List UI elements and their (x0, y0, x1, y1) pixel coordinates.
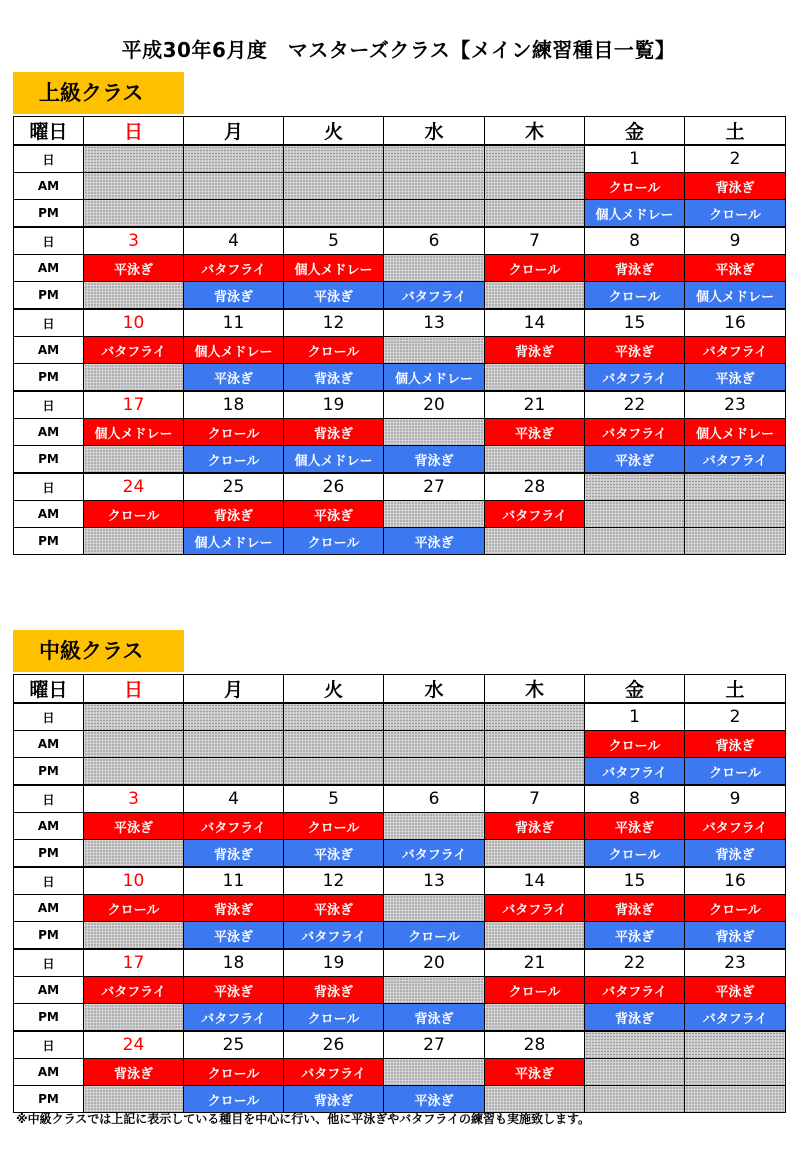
am-event-cell: クロール (184, 419, 284, 446)
week-am-row (14, 337, 786, 364)
pm-event-cell: 個人メドレー (685, 282, 786, 310)
am-event-cell (384, 173, 485, 200)
pm-event-cell: 個人メドレー (284, 446, 384, 474)
date-cell: 16 (685, 867, 786, 895)
pm-event-cell: 平泳ぎ (184, 922, 284, 950)
am-event-cell: 平泳ぎ (84, 255, 184, 282)
pm-event-cell: クロール (184, 446, 284, 474)
pm-event-cell (84, 922, 184, 950)
date-cell: 17 (84, 949, 184, 977)
section-tab-intermediate: 中級クラス (13, 630, 184, 672)
row-label: PM (14, 200, 84, 228)
week-am-row (14, 255, 786, 282)
week-am-row (14, 731, 786, 758)
am-event-cell: バタフライ (685, 337, 786, 364)
am-event-cell: クロール (485, 977, 585, 1004)
am-event-cell: バタフライ (284, 1059, 384, 1086)
am-event-cell: バタフライ (585, 977, 685, 1004)
date-cell: 14 (485, 309, 585, 337)
date-cell: 6 (384, 785, 485, 813)
date-cell: 24 (84, 473, 184, 501)
pm-event-cell: バタフライ (585, 758, 685, 786)
pm-event-cell: 背泳ぎ (184, 840, 284, 868)
am-event-cell: バタフライ (485, 501, 585, 528)
am-event-cell: 平泳ぎ (485, 1059, 585, 1086)
date-cell (685, 1031, 786, 1059)
pm-event-cell (485, 200, 585, 228)
am-event-cell (184, 731, 284, 758)
week-pm-row (14, 446, 786, 474)
date-cell (84, 145, 184, 173)
week-pm-row (14, 840, 786, 868)
am-event-cell: バタフライ (585, 419, 685, 446)
pm-event-cell: クロール (685, 200, 786, 228)
pm-event-cell: バタフライ (685, 446, 786, 474)
weekday-header-label: 曜日 (14, 675, 84, 704)
am-event-cell: 個人メドレー (284, 255, 384, 282)
row-label: AM (14, 173, 84, 200)
am-event-cell (384, 337, 485, 364)
pm-event-cell (284, 758, 384, 786)
week-dates-row (14, 473, 786, 501)
date-cell (284, 703, 384, 731)
date-cell: 9 (685, 785, 786, 813)
schedule-table-intermediate (13, 674, 786, 1113)
week-pm-row (14, 282, 786, 310)
date-cell: 1 (585, 145, 685, 173)
pm-event-cell: バタフライ (284, 922, 384, 950)
date-cell (384, 703, 485, 731)
date-cell: 8 (585, 785, 685, 813)
am-event-cell: バタフライ (685, 813, 786, 840)
row-label: PM (14, 922, 84, 950)
row-label: AM (14, 813, 84, 840)
row-label: 日 (14, 473, 84, 501)
am-event-cell (384, 813, 485, 840)
am-event-cell: クロール (284, 337, 384, 364)
am-event-cell (685, 1059, 786, 1086)
am-event-cell: 背泳ぎ (685, 173, 786, 200)
pm-event-cell (84, 282, 184, 310)
weekday-header: 土 (685, 117, 786, 146)
pm-event-cell: 背泳ぎ (284, 1086, 384, 1113)
pm-event-cell (485, 446, 585, 474)
am-event-cell: クロール (585, 731, 685, 758)
weekday-header: 金 (585, 117, 685, 146)
week-pm-row (14, 758, 786, 786)
pm-event-cell: 平泳ぎ (585, 922, 685, 950)
pm-event-cell (84, 364, 184, 392)
row-label: AM (14, 895, 84, 922)
date-cell: 18 (184, 391, 284, 419)
date-cell: 5 (284, 227, 384, 255)
weekday-header-row (14, 117, 786, 146)
am-event-cell (585, 1059, 685, 1086)
weekday-header-label: 曜日 (14, 117, 84, 146)
pm-event-cell (184, 200, 284, 228)
am-event-cell: 背泳ぎ (184, 501, 284, 528)
am-event-cell (384, 977, 485, 1004)
week-pm-row (14, 200, 786, 228)
week-pm-row (14, 1086, 786, 1113)
pm-event-cell: クロール (384, 922, 485, 950)
row-label: AM (14, 501, 84, 528)
pm-event-cell (84, 528, 184, 555)
weekday-header: 月 (184, 117, 284, 146)
date-cell (384, 145, 485, 173)
am-event-cell: 平泳ぎ (284, 895, 384, 922)
am-event-cell: 平泳ぎ (585, 337, 685, 364)
date-cell: 23 (685, 391, 786, 419)
date-cell: 7 (485, 227, 585, 255)
week-pm-row (14, 922, 786, 950)
week-dates-row (14, 785, 786, 813)
pm-event-cell: 背泳ぎ (284, 364, 384, 392)
pm-event-cell: バタフライ (384, 840, 485, 868)
pm-event-cell: クロール (585, 282, 685, 310)
am-event-cell (184, 173, 284, 200)
pm-event-cell (485, 282, 585, 310)
am-event-cell: 平泳ぎ (485, 419, 585, 446)
weekday-header: 木 (485, 675, 585, 704)
am-event-cell: クロール (184, 1059, 284, 1086)
schedule-table-advanced (13, 116, 786, 555)
pm-event-cell (84, 840, 184, 868)
date-cell: 28 (485, 1031, 585, 1059)
am-event-cell: クロール (485, 255, 585, 282)
row-label: AM (14, 419, 84, 446)
date-cell: 16 (685, 309, 786, 337)
pm-event-cell: 背泳ぎ (184, 282, 284, 310)
row-label: 日 (14, 785, 84, 813)
am-event-cell (384, 501, 485, 528)
am-event-cell (284, 731, 384, 758)
am-event-cell: 背泳ぎ (284, 977, 384, 1004)
week-dates-row (14, 309, 786, 337)
page-title: 平成30年6月度 マスターズクラス【メイン練習種目一覧】 (121, 38, 676, 62)
am-event-cell: 個人メドレー (184, 337, 284, 364)
weekday-header: 月 (184, 675, 284, 704)
week-dates-row (14, 703, 786, 731)
am-event-cell (384, 255, 485, 282)
am-event-cell (485, 731, 585, 758)
am-event-cell: 平泳ぎ (184, 977, 284, 1004)
week-am-row (14, 1059, 786, 1086)
pm-event-cell (585, 1086, 685, 1113)
date-cell (284, 145, 384, 173)
date-cell: 18 (184, 949, 284, 977)
pm-event-cell (284, 200, 384, 228)
pm-event-cell (84, 1004, 184, 1032)
am-event-cell: クロール (585, 173, 685, 200)
am-event-cell: 個人メドレー (685, 419, 786, 446)
am-event-cell (384, 1059, 485, 1086)
date-cell (585, 1031, 685, 1059)
date-cell: 23 (685, 949, 786, 977)
date-cell: 20 (384, 949, 485, 977)
date-cell: 21 (485, 391, 585, 419)
date-cell: 14 (485, 867, 585, 895)
pm-event-cell: クロール (585, 840, 685, 868)
am-event-cell: 平泳ぎ (84, 813, 184, 840)
date-cell: 12 (284, 867, 384, 895)
date-cell: 7 (485, 785, 585, 813)
section-tab-advanced: 上級クラス (13, 72, 184, 114)
date-cell: 1 (585, 703, 685, 731)
date-cell (485, 703, 585, 731)
weekday-header: 日 (84, 117, 184, 146)
date-cell: 2 (685, 703, 786, 731)
row-label: AM (14, 731, 84, 758)
row-label: AM (14, 255, 84, 282)
date-cell (84, 703, 184, 731)
week-am-row (14, 895, 786, 922)
footnote: ※中級クラスでは上記に表示している種目を中心に行い、他に平泳ぎやバタフライの練習も実施致します。 (16, 1112, 590, 1126)
am-event-cell: クロール (284, 813, 384, 840)
pm-event-cell (485, 1086, 585, 1113)
pm-event-cell: 平泳ぎ (384, 528, 485, 555)
row-label: PM (14, 758, 84, 786)
row-label: 日 (14, 949, 84, 977)
date-cell: 27 (384, 473, 485, 501)
weekday-header: 火 (284, 117, 384, 146)
pm-event-cell (685, 528, 786, 555)
am-event-cell: 背泳ぎ (485, 813, 585, 840)
date-cell: 13 (384, 867, 485, 895)
pm-event-cell (685, 1086, 786, 1113)
pm-event-cell: 背泳ぎ (685, 840, 786, 868)
date-cell: 26 (284, 473, 384, 501)
date-cell: 2 (685, 145, 786, 173)
date-cell: 22 (585, 949, 685, 977)
week-am-row (14, 173, 786, 200)
am-event-cell: 背泳ぎ (485, 337, 585, 364)
date-cell: 26 (284, 1031, 384, 1059)
date-cell: 17 (84, 391, 184, 419)
row-label: PM (14, 840, 84, 868)
am-event-cell: 背泳ぎ (585, 895, 685, 922)
row-label: PM (14, 364, 84, 392)
week-dates-row (14, 145, 786, 173)
am-event-cell: バタフライ (184, 813, 284, 840)
date-cell: 19 (284, 949, 384, 977)
am-event-cell (384, 419, 485, 446)
pm-event-cell: 平泳ぎ (384, 1086, 485, 1113)
date-cell: 15 (585, 309, 685, 337)
am-event-cell: バタフライ (84, 977, 184, 1004)
row-label: 日 (14, 703, 84, 731)
pm-event-cell (485, 758, 585, 786)
am-event-cell: 平泳ぎ (685, 977, 786, 1004)
date-cell: 25 (184, 473, 284, 501)
date-cell: 25 (184, 1031, 284, 1059)
row-label: PM (14, 282, 84, 310)
am-event-cell: 背泳ぎ (84, 1059, 184, 1086)
am-event-cell: 背泳ぎ (685, 731, 786, 758)
week-pm-row (14, 364, 786, 392)
date-cell: 11 (184, 309, 284, 337)
pm-event-cell: 背泳ぎ (384, 1004, 485, 1032)
pm-event-cell (384, 200, 485, 228)
pm-event-cell: 個人メドレー (585, 200, 685, 228)
pm-event-cell: クロール (284, 528, 384, 555)
date-cell: 10 (84, 309, 184, 337)
date-cell: 27 (384, 1031, 485, 1059)
pm-event-cell: 平泳ぎ (585, 446, 685, 474)
pm-event-cell: バタフライ (184, 1004, 284, 1032)
am-event-cell: クロール (84, 895, 184, 922)
row-label: AM (14, 1059, 84, 1086)
week-dates-row (14, 867, 786, 895)
pm-event-cell: クロール (284, 1004, 384, 1032)
week-pm-row (14, 528, 786, 555)
am-event-cell: 背泳ぎ (585, 255, 685, 282)
am-event-cell: バタフライ (485, 895, 585, 922)
weekday-header: 木 (485, 117, 585, 146)
date-cell: 10 (84, 867, 184, 895)
week-dates-row (14, 1031, 786, 1059)
date-cell (184, 145, 284, 173)
pm-event-cell (485, 922, 585, 950)
am-event-cell: 平泳ぎ (284, 501, 384, 528)
am-event-cell (384, 731, 485, 758)
pm-event-cell: 背泳ぎ (585, 1004, 685, 1032)
date-cell: 3 (84, 227, 184, 255)
date-cell (685, 473, 786, 501)
pm-event-cell: バタフライ (685, 1004, 786, 1032)
week-am-row (14, 977, 786, 1004)
pm-event-cell (384, 758, 485, 786)
am-event-cell: 平泳ぎ (585, 813, 685, 840)
date-cell: 5 (284, 785, 384, 813)
am-event-cell: 個人メドレー (84, 419, 184, 446)
date-cell (585, 473, 685, 501)
row-label: PM (14, 1086, 84, 1113)
week-am-row (14, 501, 786, 528)
date-cell: 4 (184, 227, 284, 255)
date-cell: 11 (184, 867, 284, 895)
pm-event-cell: 平泳ぎ (284, 282, 384, 310)
am-event-cell: バタフライ (184, 255, 284, 282)
date-cell: 15 (585, 867, 685, 895)
pm-event-cell: クロール (685, 758, 786, 786)
row-label: PM (14, 1004, 84, 1032)
row-label: 日 (14, 309, 84, 337)
pm-event-cell: 背泳ぎ (685, 922, 786, 950)
weekday-header-row (14, 675, 786, 704)
am-event-cell: バタフライ (84, 337, 184, 364)
row-label: 日 (14, 867, 84, 895)
row-label: 日 (14, 391, 84, 419)
am-event-cell (384, 895, 485, 922)
pm-event-cell (184, 758, 284, 786)
pm-event-cell: バタフライ (585, 364, 685, 392)
date-cell: 12 (284, 309, 384, 337)
weekday-header: 土 (685, 675, 786, 704)
am-event-cell: 平泳ぎ (685, 255, 786, 282)
pm-event-cell: 平泳ぎ (284, 840, 384, 868)
pm-event-cell (84, 1086, 184, 1113)
date-cell: 21 (485, 949, 585, 977)
am-event-cell (84, 731, 184, 758)
date-cell: 6 (384, 227, 485, 255)
am-event-cell: クロール (685, 895, 786, 922)
weekday-header: 金 (585, 675, 685, 704)
pm-event-cell: 平泳ぎ (685, 364, 786, 392)
pm-event-cell (485, 1004, 585, 1032)
week-pm-row (14, 1004, 786, 1032)
weekday-header: 水 (384, 675, 485, 704)
pm-event-cell (84, 446, 184, 474)
row-label: PM (14, 446, 84, 474)
date-cell: 9 (685, 227, 786, 255)
date-cell: 24 (84, 1031, 184, 1059)
am-event-cell (84, 173, 184, 200)
date-cell: 4 (184, 785, 284, 813)
pm-event-cell: 平泳ぎ (184, 364, 284, 392)
pm-event-cell: 個人メドレー (184, 528, 284, 555)
week-am-row (14, 419, 786, 446)
pm-event-cell (485, 840, 585, 868)
am-event-cell: クロール (84, 501, 184, 528)
am-event-cell (284, 173, 384, 200)
date-cell: 8 (585, 227, 685, 255)
date-cell: 20 (384, 391, 485, 419)
date-cell: 28 (485, 473, 585, 501)
pm-event-cell: 個人メドレー (384, 364, 485, 392)
pm-event-cell (485, 528, 585, 555)
am-event-cell (585, 501, 685, 528)
week-dates-row (14, 949, 786, 977)
weekday-header: 日 (84, 675, 184, 704)
weekday-header: 火 (284, 675, 384, 704)
week-dates-row (14, 227, 786, 255)
am-event-cell: 背泳ぎ (184, 895, 284, 922)
row-label: 日 (14, 145, 84, 173)
row-label: PM (14, 528, 84, 555)
am-event-cell (485, 173, 585, 200)
date-cell: 13 (384, 309, 485, 337)
row-label: 日 (14, 1031, 84, 1059)
pm-event-cell (485, 364, 585, 392)
row-label: 日 (14, 227, 84, 255)
pm-event-cell (84, 758, 184, 786)
pm-event-cell: 背泳ぎ (384, 446, 485, 474)
pm-event-cell (84, 200, 184, 228)
row-label: AM (14, 337, 84, 364)
date-cell (485, 145, 585, 173)
pm-event-cell (585, 528, 685, 555)
pm-event-cell: バタフライ (384, 282, 485, 310)
pm-event-cell: クロール (184, 1086, 284, 1113)
date-cell: 22 (585, 391, 685, 419)
week-dates-row (14, 391, 786, 419)
date-cell: 3 (84, 785, 184, 813)
week-am-row (14, 813, 786, 840)
date-cell: 19 (284, 391, 384, 419)
row-label: AM (14, 977, 84, 1004)
date-cell (184, 703, 284, 731)
weekday-header: 水 (384, 117, 485, 146)
am-event-cell (685, 501, 786, 528)
am-event-cell: 背泳ぎ (284, 419, 384, 446)
